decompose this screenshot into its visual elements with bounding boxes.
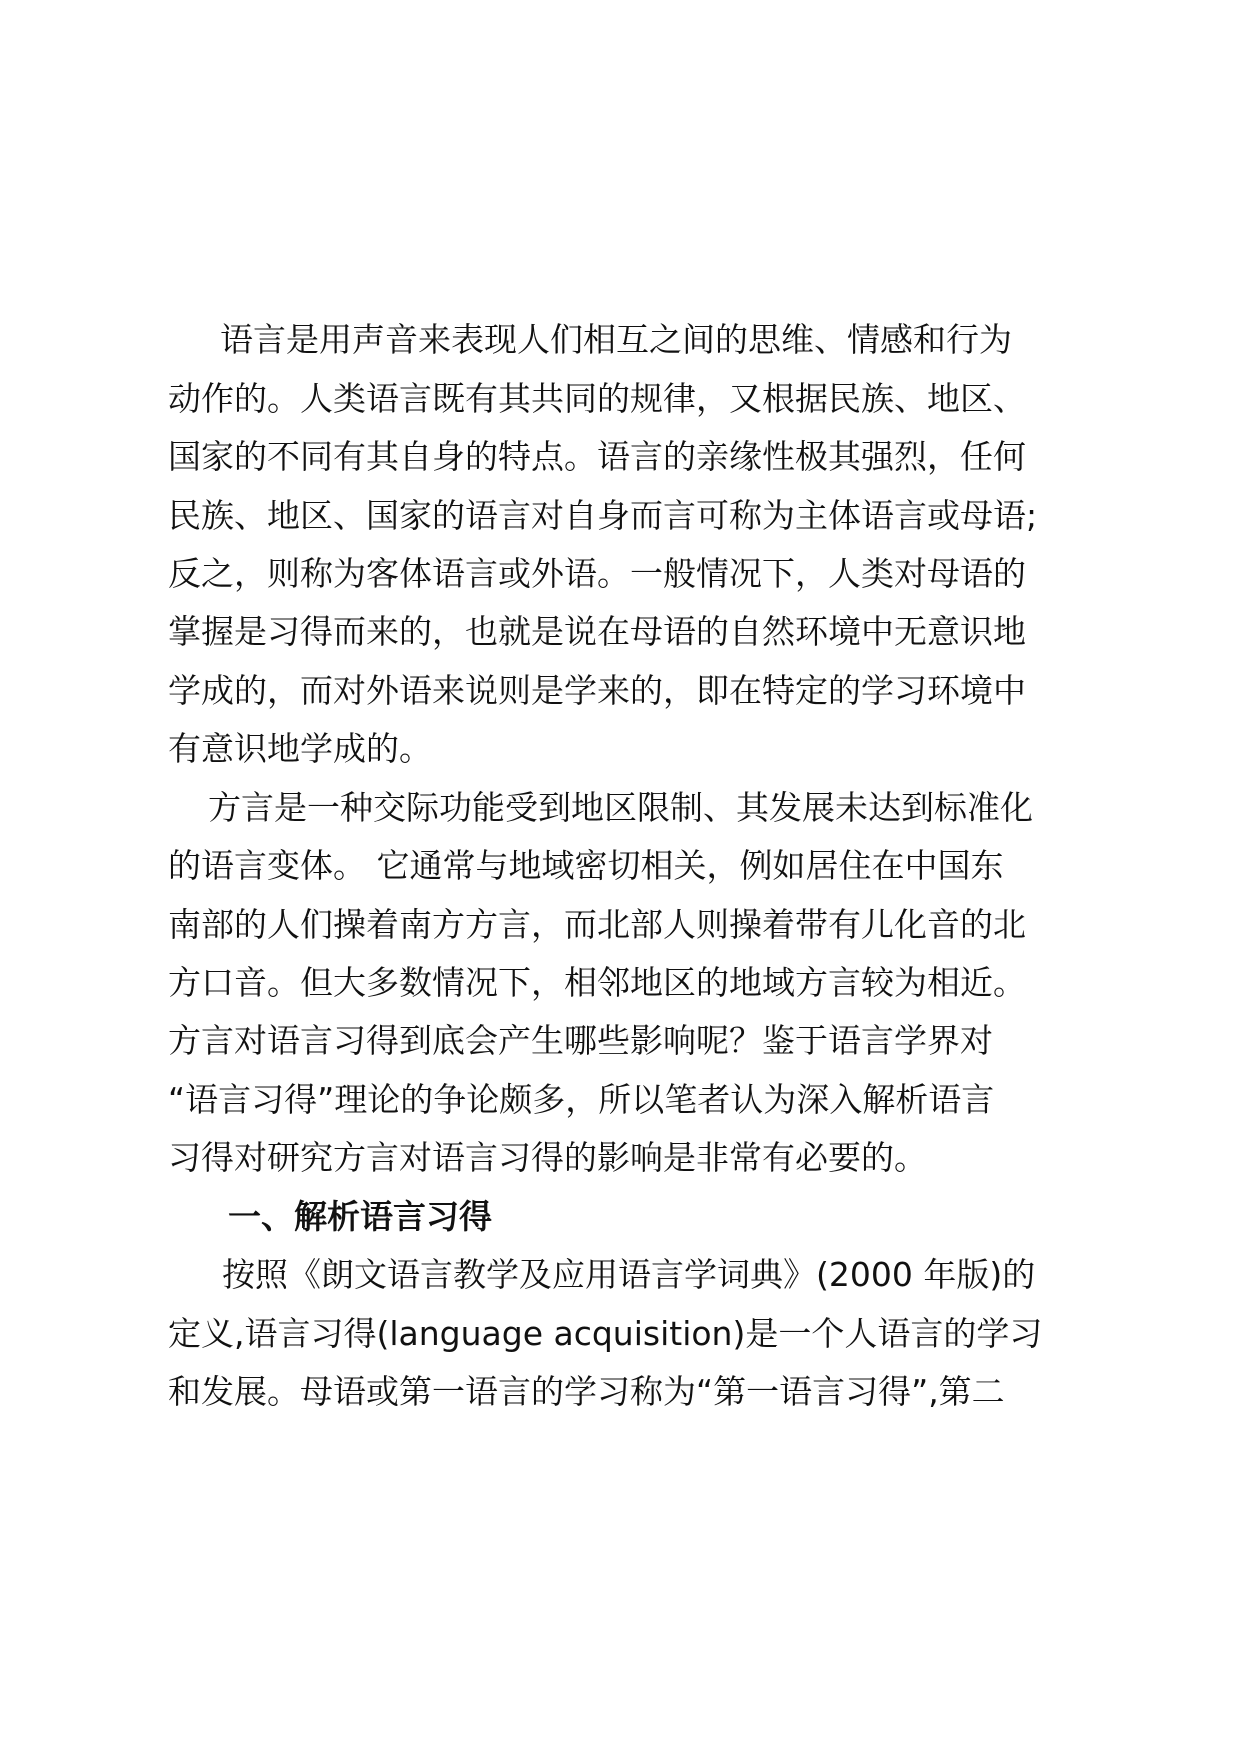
paragraph-2-line-5: 方言对语言习得到底会产生哪些影响呢？鉴于语言学界对 [168,1021,993,1060]
paragraph-1-line-1: 语言是用声音来表现人们相互之间的思维、情感和行为 [220,320,1012,359]
paragraph-2-line-3: 南部的人们操着南方方言，而北部人则操着带有儿化音的北 [168,905,1026,944]
paragraph-2-line-7: 习得对研究方言对语言习得的影响是非常有必要的。 [168,1138,927,1177]
paragraph-2-line-6: “语言习得”理论的争论颇多，所以笔者认为深入解析语言 [168,1080,995,1119]
paragraph-1-line-8: 有意识地学成的。 [168,729,432,768]
paragraph-1-line-4: 民族、地区、国家的语言对自身而言可称为主体语言或母语; [168,496,1038,535]
paragraph-3-line-1: 按照《朗文语言教学及应用语言学词典》(2000 年版)的 [222,1255,1036,1294]
paragraph-1-line-2: 动作的。人类语言既有其共同的规律，又根据民族、地区、 [168,379,1026,418]
paragraph-2-line-2: 的语言变体。 它通常与地域密切相关，例如居住在中国东 [168,846,1004,885]
paragraph-1-line-3: 国家的不同有其自身的特点。语言的亲缘性极其强烈，任何 [168,437,1026,476]
paragraph-1-line-7: 学成的，而对外语来说则是学来的，即在特定的学习环境中 [168,671,1026,710]
paragraph-3-line-2: 定义,语言习得(language acquisition)是一个人语言的学习 [168,1314,1043,1353]
paragraph-1-line-6: 掌握是习得而来的，也就是说在母语的自然环境中无意识地 [168,612,1026,651]
paragraph-2-line-4: 方口音。但大多数情况下，相邻地区的地域方言较为相近。 [168,963,1026,1002]
paragraph-2-line-1: 方言是一种交际功能受到地区限制、其发展未达到标准化 [208,788,1033,827]
paragraph-1-line-5: 反之，则称为客体语言或外语。一般情况下，人类对母语的 [168,554,1026,593]
section-heading: 一、解析语言习得 [228,1197,492,1236]
paragraph-3-line-3: 和发展。母语或第一语言的学习称为“第一语言习得”,第二 [168,1372,1005,1411]
